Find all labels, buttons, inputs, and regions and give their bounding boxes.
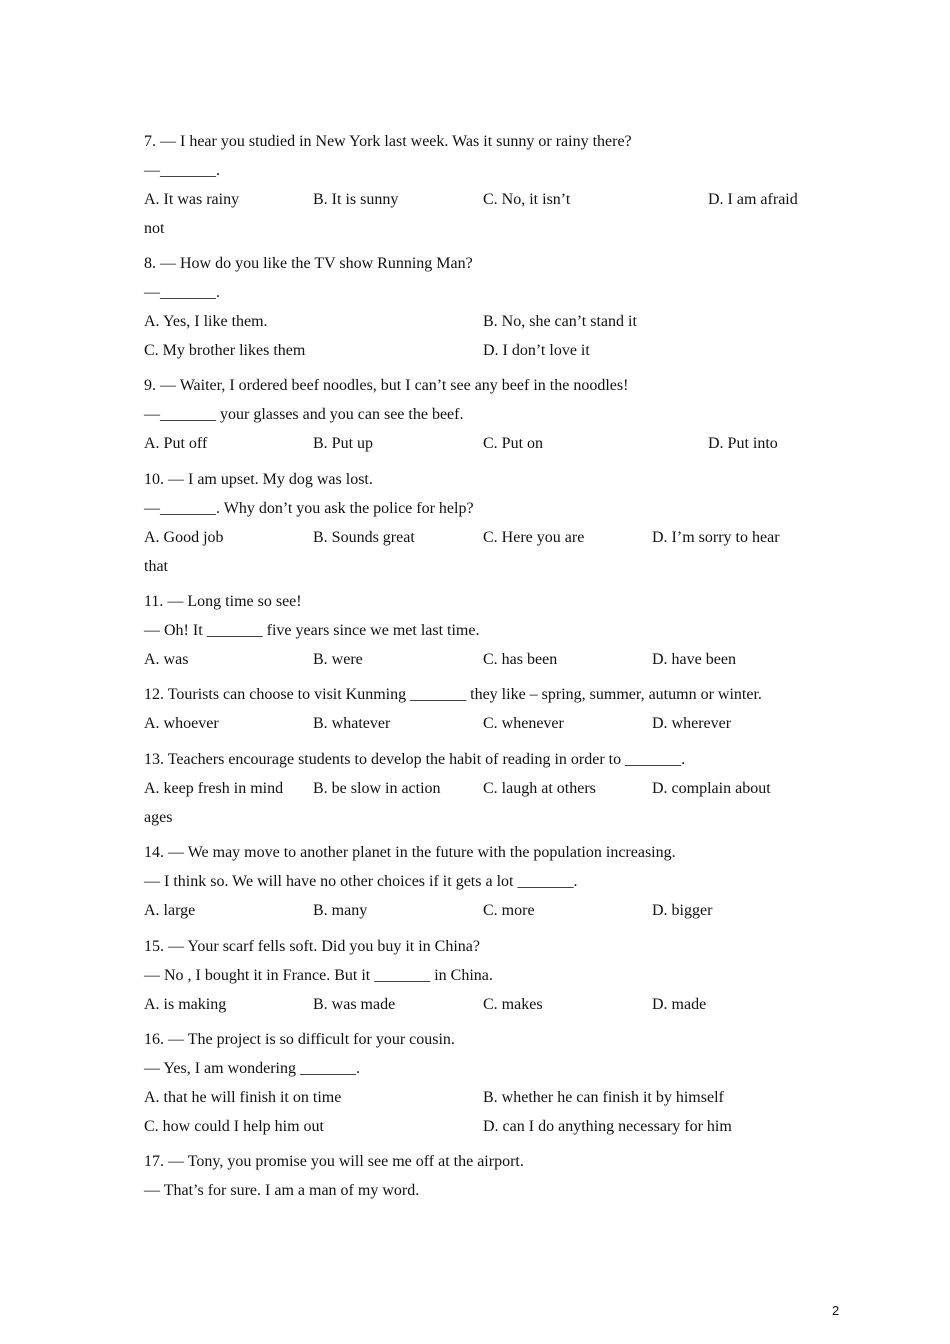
- question-10-option-b: B. Sounds great: [313, 529, 415, 546]
- page-number: 2: [832, 1303, 840, 1318]
- question-17-reply: — That’s for sure. I am a man of my word.: [144, 1182, 420, 1199]
- question-10-reply: —_______. Why don’t you ask the police for help?: [144, 500, 474, 517]
- question-14-stem: 14. — We may move to another planet in the future with the population increasing.: [144, 844, 676, 861]
- question-15-stem: 15. — Your scarf fells soft. Did you buy it in China?: [144, 938, 480, 955]
- question-9-option-d: D. Put into: [708, 435, 778, 452]
- question-7-option-d-wrap: not: [144, 220, 165, 237]
- question-7-option-b: B. It is sunny: [313, 191, 399, 208]
- question-14-option-a: A. large: [144, 902, 196, 919]
- question-16-stem: 16. — The project is so difficult for your cousin.: [144, 1031, 455, 1048]
- question-9-stem: 9. — Waiter, I ordered beef noodles, but I can’t see any beef in the noodles!: [144, 377, 629, 394]
- question-11-option-d: D. have been: [652, 651, 736, 668]
- question-8-option-c: C. My brother likes them: [144, 342, 306, 359]
- question-8-option-b: B. No, she can’t stand it: [483, 313, 637, 330]
- question-8-reply: —_______.: [144, 284, 220, 301]
- question-7-reply: —_______.: [144, 162, 220, 179]
- question-13-stem: 13. Teachers encourage students to develop the habit of reading in order to _______.: [144, 751, 686, 768]
- question-10-option-c: C. Here you are: [483, 529, 585, 546]
- question-10-stem: 10. — I am upset. My dog was lost.: [144, 471, 373, 488]
- question-15-option-c: C. makes: [483, 996, 543, 1013]
- question-17-stem: 17. — Tony, you promise you will see me off at the airport.: [144, 1153, 524, 1170]
- question-9-option-c: C. Put on: [483, 435, 544, 452]
- question-14-reply: — I think so. We will have no other choices if it gets a lot _______.: [144, 873, 578, 890]
- question-13-option-d-wrap: ages: [144, 809, 173, 826]
- question-11-option-c: C. has been: [483, 651, 558, 668]
- question-11-reply: — Oh! It _______ five years since we met last time.: [144, 622, 480, 639]
- question-11-stem: 11. — Long time so see!: [144, 593, 302, 610]
- question-7-option-a: A. It was rainy: [144, 191, 240, 208]
- question-15-option-d: D. made: [652, 996, 707, 1013]
- question-11-option-a: A. was: [144, 651, 189, 668]
- question-16-option-d: D. can I do anything necessary for him: [483, 1118, 732, 1135]
- question-9-option-a: A. Put off: [144, 435, 208, 452]
- question-9-reply: —_______ your glasses and you can see the beef.: [144, 406, 464, 423]
- question-12-option-c: C. whenever: [483, 715, 564, 732]
- question-12-stem: 12. Tourists can choose to visit Kunming _______ they like – spring, summer, autumn or winter.: [144, 686, 762, 703]
- question-11-option-b: B. were: [313, 651, 363, 668]
- question-12-option-b: B. whatever: [313, 715, 391, 732]
- question-8-option-d: D. I don’t love it: [483, 342, 590, 359]
- question-14-option-c: C. more: [483, 902, 535, 919]
- question-10-option-a: A. Good job: [144, 529, 224, 546]
- question-13-option-a: A. keep fresh in mind: [144, 780, 284, 797]
- question-16-option-a: A. that he will finish it on time: [144, 1089, 342, 1106]
- question-13-option-b: B. be slow in action: [313, 780, 441, 797]
- question-13-option-c: C. laugh at others: [483, 780, 596, 797]
- question-8-option-a: A. Yes, I like them.: [144, 313, 268, 330]
- question-12-option-d: D. wherever: [652, 715, 732, 732]
- question-15-option-a: A. is making: [144, 996, 227, 1013]
- question-10-option-d: D. I’m sorry to hear: [652, 529, 780, 546]
- question-15-reply: — No , I bought it in France. But it _______ in China.: [144, 967, 493, 984]
- question-7-stem: 7. — I hear you studied in New York last week. Was it sunny or rainy there?: [144, 133, 632, 150]
- question-7-option-c: C. No, it isn’t: [483, 191, 571, 208]
- question-13-option-d: D. complain about: [652, 780, 771, 797]
- question-14-option-b: B. many: [313, 902, 368, 919]
- question-7-option-d: D. I am afraid: [708, 191, 798, 208]
- question-9-option-b: B. Put up: [313, 435, 374, 452]
- question-12-option-a: A. whoever: [144, 715, 219, 732]
- question-15-option-b: B. was made: [313, 996, 396, 1013]
- question-16-option-b: B. whether he can finish it by himself: [483, 1089, 724, 1106]
- question-16-reply: — Yes, I am wondering _______.: [144, 1060, 360, 1077]
- question-16-option-c: C. how could I help him out: [144, 1118, 324, 1135]
- question-14-option-d: D. bigger: [652, 902, 713, 919]
- question-10-option-d-wrap: that: [144, 558, 168, 575]
- question-8-stem: 8. — How do you like the TV show Running Man?: [144, 255, 473, 272]
